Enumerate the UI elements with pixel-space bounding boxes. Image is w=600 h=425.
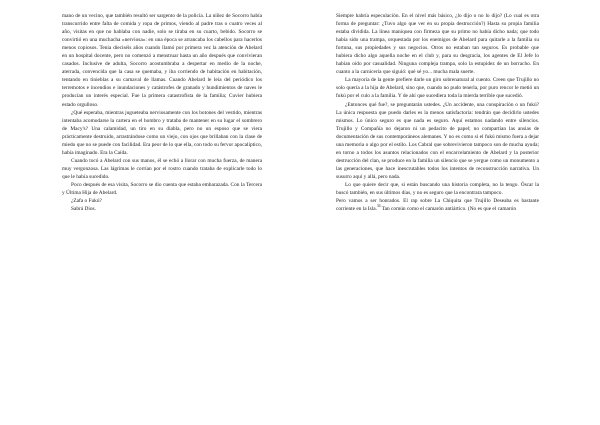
paragraph: ¿Qué esperaba, mientras jugueteaba nerviosamente con los botones del vestido, mientras intentaba acomodarse la cartera en el hombro y trataba de mantener en su lugar el sombrero de Macy's? Una calamidad, un tiro en su diabla, pero no un esposo que se viera prácticamente destruido, arrastrándose como un viejo, con ojos que brillaban con la clase de miedo que no se puede con facilidad. Era peor de lo que ella, con todo su fervor apocalíptico, había imaginado. Era la Caída.: [62, 109, 262, 156]
paragraph: Cuando tocó a Abelard con sus manos, él se echó a llorar con mucha fuerza, de manera muy vergonzosa. Las lágrimas le corrían por el rostro cuando trataba de explicarle todo lo que le había sucedido.: [62, 157, 262, 180]
footnote-marker[interactable]: 34: [376, 204, 381, 209]
closing-question: ¿Zafa o Fukú?: [71, 198, 102, 205]
closing-answer: Sabrá Dios.: [71, 206, 96, 213]
closing-paragraph: [336, 197, 539, 213]
paragraph: La mayoría de la gente prefiere darle un giro sobrenatural al cuento. Creen que Trujillo no solo quería a la hija de Abelard, sino que, cuando no pudo tenerla, por puro rencor le metió un fukú por el culo a la familia. Y de ahí que sucediera toda la mierda terrible que sucedió.: [336, 77, 539, 100]
paragraph: Siempre habría especulación. En el nivel más básico, ¿lo dijo o no lo dijo? (Lo cual es otra forma de preguntar: ¿Tuvo algo que ver en su propia destrucción?) Hasta su propia familia estaba dividida. La línea maniquea con firmeza que su primo no había dicho nada; que todo había sido una trampa, orquestada por los enemigos de Abelard para quitarle a la familia su fortuna, sus propiedades y sus negocios. Otros no estaban tan seguros. Es probable que hubiera dicho algo aquella noche en el club y, para su desgracia, los agentes de El Jefe lo habían oído por casualidad. Ninguna compleja trampa, solo la estupidez de un borracho. En cuanto a la carnicería que siguió: qué sé yo... mucha mala suerte.: [336, 13, 539, 76]
paragraph: Poco después de esa visita, Socorro se dio cuenta que estaba embarazada. Con la Tercera y Última Hija de Abelard.: [62, 181, 262, 197]
paragraph: mano de un vecino, que también resultó ser sargento de la policía. La niñez de Socorro había transcurrido entre falta de comida y ropa de primos, viendo al padre tras o cuatro veces al año, visitas en que no hablaba con nadie, solo se tiraba en su cuarto, bebido. Socorro se convirtió en una muchacha «nerviosa»: en una época se arrancaba los cabellos para hacerlos menos copiosos. Tenía dieciséis años cuando llamó por primera vez la atención de Abelard en un hospital docente, pero no comenzó a menstruar hasta un año después que convivieran casados. Inclusive de adulta, Socorro acostumbraba a despertar en medio de la noche, aterrada, convencida que la casa se quemaba, y iba corriendo de habitación en habitación, tentando en tinieblas a su carnaval de llamas. Cuando Abelard le leía del periódico los terremotos e incendios e inundaciones y catástrofes de granado y hundimientos de naves le producían un interés especial. Fue la primera catastrofista de la familia; Cuvier hubiera estado orgulloso.: [62, 13, 262, 108]
right-page: [336, 12, 539, 213]
closing-text: Pero vamos a ser honrados. El rap sobre La Chiquita que Trujillo Deseaba es bastante corriente en la Isla.: [336, 198, 539, 213]
paragraph: ¿Entonces qué fue?, se preguntarán ustedes. ¿Un accidente, una conspiración o un fukú? La única respuesta que puedo darles es la menos satisfactoria: tendrán que decidirlo ustedes mismos. Lo único seguro es que nada es seguro. Aquí estamos nadando entre silencios. Trujillo y Compañía no dejaron ni un pedacito de papel; no compartían las ansias de documentación de sus contemporáneos alemanes. Y no es como si el fukú mismo fuera a dejar una memoria o algo por el estilo. Los Cabral que sobrevivieron tampoco son de mucha ayuda; en torno a todos los asuntos relacionados con el encarcelamiento de Abelard y la posterior destrucción del clan, se produce en la familia un silencio que se yergue como un monumento a las generaciones, que hace inescrutables todos los intentos de reconstrucción narrativa. Un susurro aquí y allá, pero nada.: [336, 101, 539, 180]
closing-tail: Tan común como el camarón antiártico. (No es que el camarón: [380, 206, 516, 213]
paragraph: Lo que quiere decir que, si están buscando una historia completa, no la tengo. Óscar la buscó también, en sus últimos días, y no es seguro que la encontrara tampoco.: [336, 181, 539, 197]
left-page: [62, 12, 262, 213]
